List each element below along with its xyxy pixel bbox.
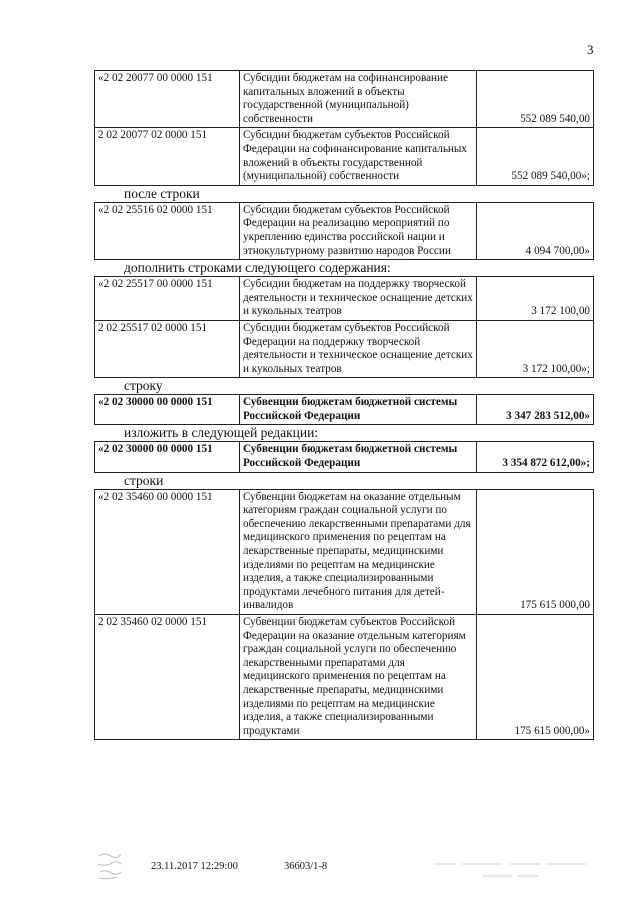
table-row [95,71,594,128]
budget-code-cell: «2 02 35460 00 0000 151 [95,489,240,614]
document-body [94,70,590,740]
budget-name-cell: Субсидии бюджетам субъектов Российской Федерации на реализацию мероприятий по укреплению единства российской нации и этнокультурному развитию народов России [240,202,477,259]
table-row [95,489,594,614]
budget-code-cell: «2 02 30000 00 0000 151 [95,395,240,425]
budget-name-cell: Субвенции бюджетам бюджетной системы Российской Федерации [240,442,477,472]
instruction-text: дополнить строками следующего содержания: [124,260,391,276]
table-row [95,395,594,425]
table-row [95,128,594,185]
budget-name-cell: Субсидии бюджетам субъектов Российской Федерации на поддержку творческой деятельности и техническое оснащение детских и кукольных театров [240,320,477,377]
footer-doc-number: 36603/1-8 [284,861,328,872]
budget-table [94,441,594,472]
budget-code-cell: «2 02 30000 00 0000 151 [95,442,240,472]
budget-code-cell: «2 02 20077 00 0000 151 [95,71,240,128]
faint-scan-marks [432,856,592,882]
instruction-text: строки [124,472,164,488]
budget-code-cell: «2 02 25517 00 0000 151 [95,277,240,321]
budget-amount-cell: 3 354 872 612,00»; [477,442,594,472]
budget-code-cell: 2 02 25517 02 0000 151 [95,320,240,377]
budget-amount-cell: 175 615 000,00 [477,489,594,614]
instruction-text: после строки [124,185,200,201]
budget-code-cell: 2 02 20077 02 0000 151 [95,128,240,185]
table-row [95,615,594,740]
budget-amount-cell: 3 347 283 512,00» [477,395,594,425]
budget-name-cell: Субсидии бюджетам субъектов Российской Федерации на софинансирование капитальных вложений в объекты государственной (муниципальной) собственности [240,128,477,185]
table-row [95,442,594,472]
footer-datetime: 23.11.2017 12:29:00 [151,861,238,872]
instruction-text: изложить в следующей редакции: [124,425,319,441]
instruction-text: строку [124,378,163,394]
budget-table [94,202,594,260]
budget-code-cell: «2 02 25516 02 0000 151 [95,202,240,259]
budget-table [94,70,594,186]
budget-code-cell: 2 02 35460 02 0000 151 [95,615,240,740]
scan-stamp-mark [95,850,125,882]
budget-amount-cell: 3 172 100,00 [477,277,594,321]
budget-name-cell: Субсидии бюджетам на софинансирование капитальных вложений в объекты государственной (муниципальной) собственности [240,71,477,128]
budget-name-cell: Субсидии бюджетам на поддержку творческой деятельности и техническое оснащение детских и кукольных театров [240,277,477,321]
budget-name-cell: Субвенции бюджетам субъектов Российской Федерации на оказание отдельным категориям граждан социальной услуги по обеспечению лекарственными препаратами для медицинского применения по рецептам на лекарственные препараты, медицинскими изделиями по рецептам на медицинские изделия, а также специализированными продуктами [240,615,477,740]
budget-amount-cell: 3 172 100,00»; [477,320,594,377]
budget-amount-cell: 175 615 000,00» [477,615,594,740]
budget-amount-cell: 552 089 540,00 [477,71,594,128]
budget-table [94,276,594,378]
table-row [95,277,594,321]
budget-amount-cell: 4 094 700,00» [477,202,594,259]
budget-table [94,489,594,741]
table-row [95,320,594,377]
page-number: 3 [587,42,594,57]
table-row [95,202,594,259]
budget-table [94,394,594,425]
budget-amount-cell: 552 089 540,00»; [477,128,594,185]
budget-name-cell: Субвенции бюджетам бюджетной системы Российской Федерации [240,395,477,425]
budget-name-cell: Субвенции бюджетам на оказание отдельным категориям граждан социальной услуги по обеспечению лекарственными препаратами для медицинского применения по рецептам на лекарственные препараты, медицинскими изделиями по рецептам на медицинские изделия, а также специализированными продуктами лечебного питания для детей-инвалидов [240,489,477,614]
